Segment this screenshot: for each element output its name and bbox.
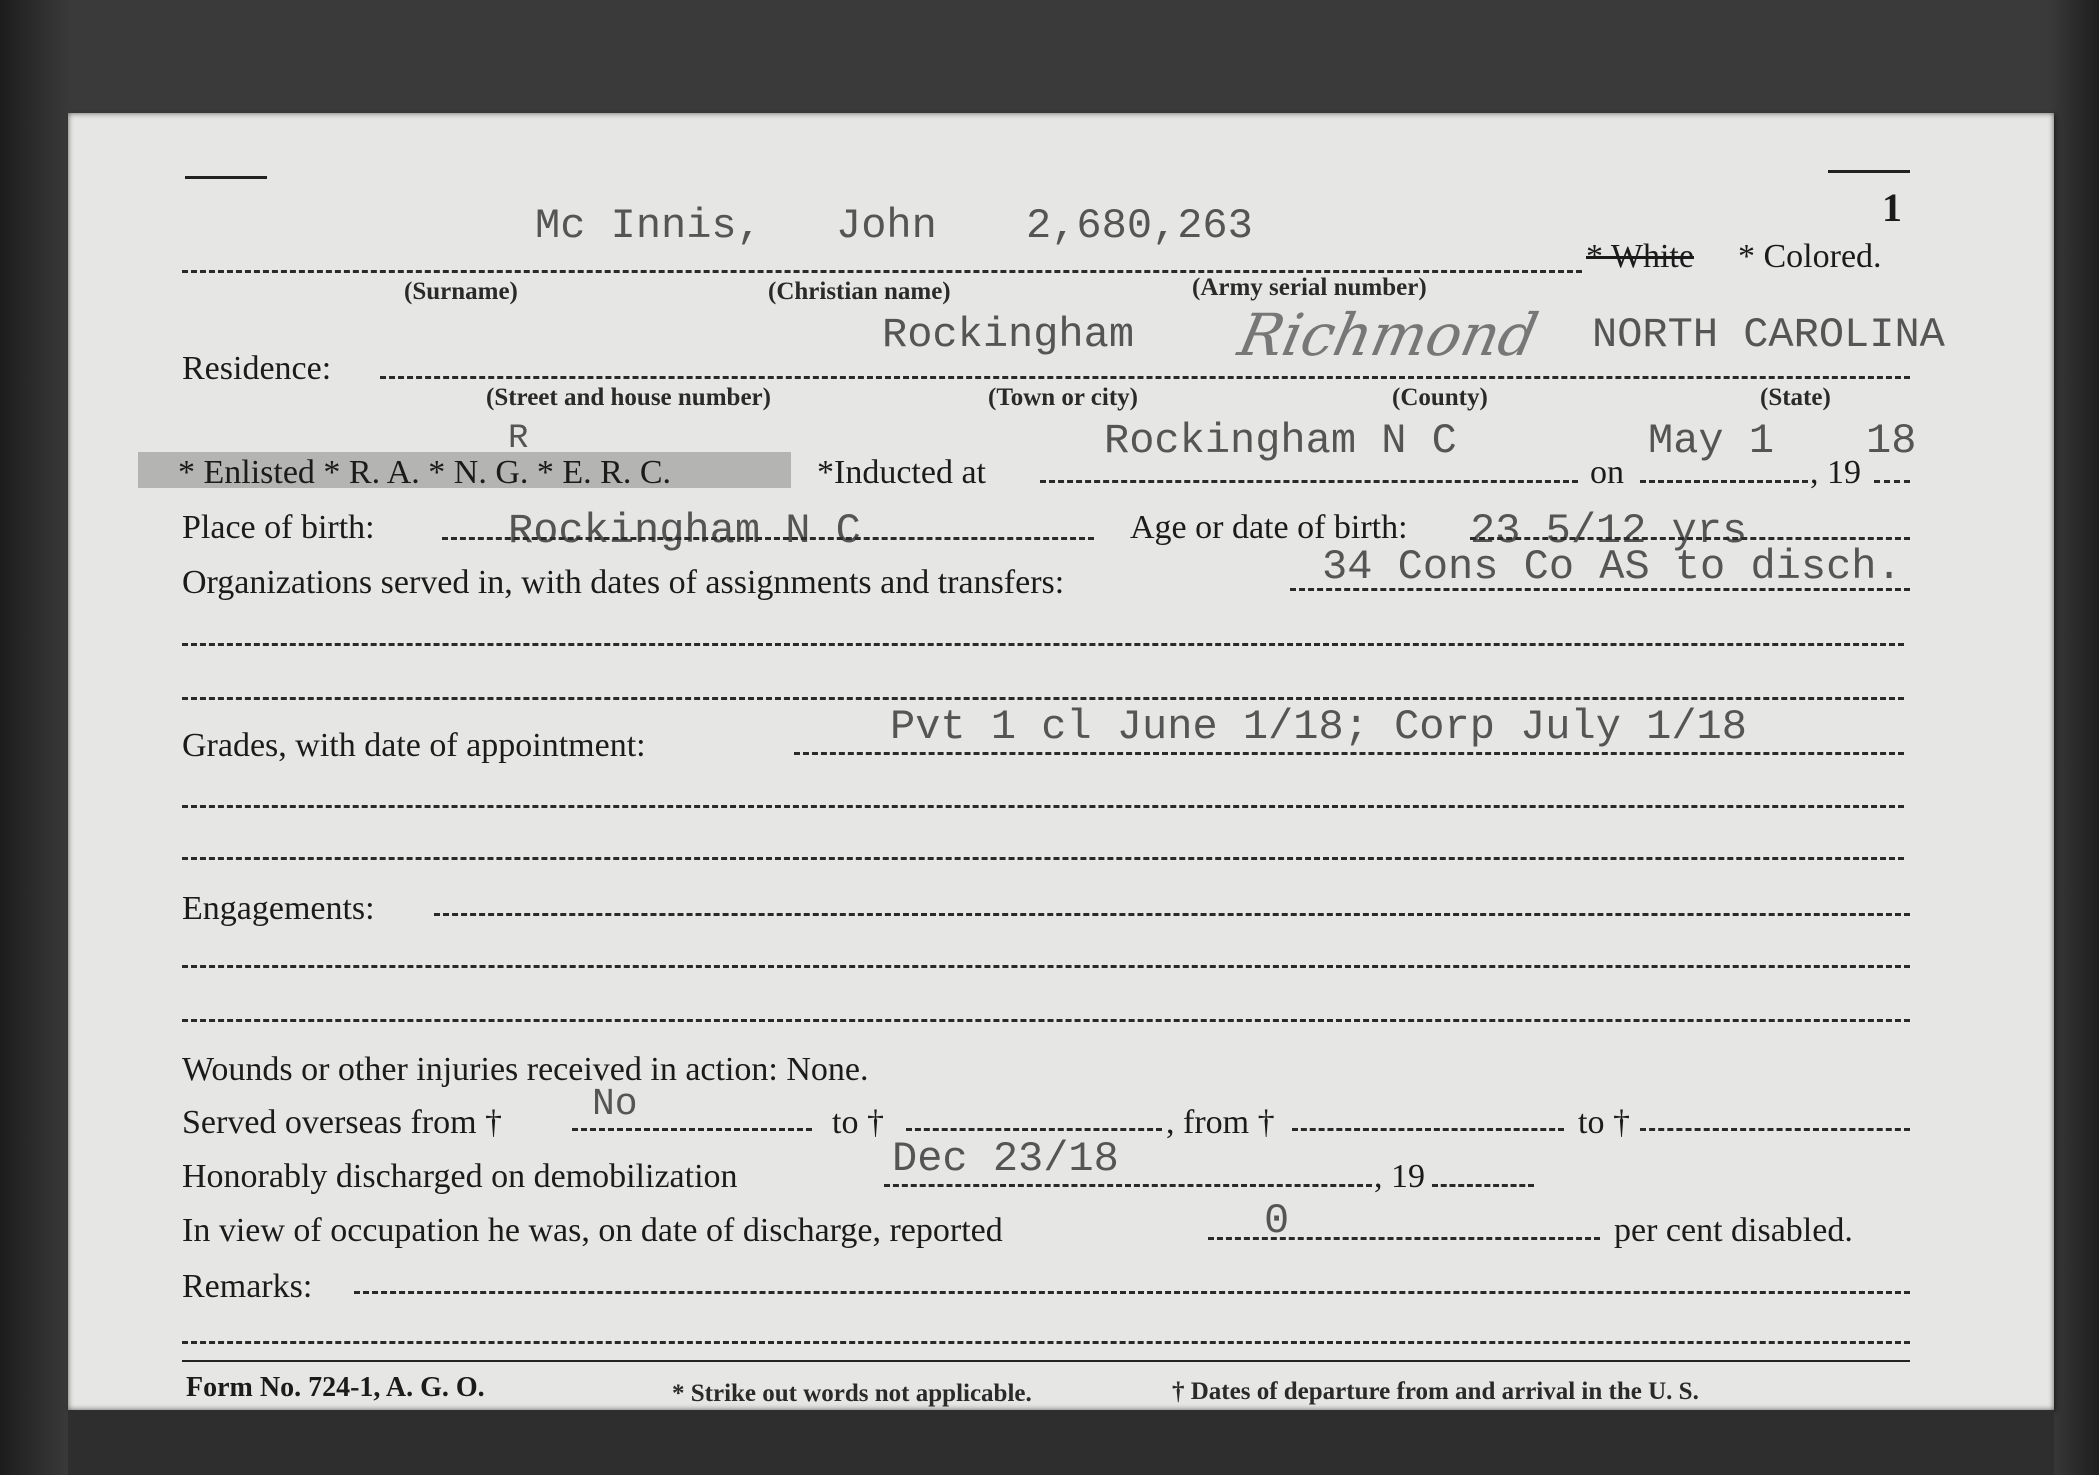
remarks-line-2 bbox=[182, 1341, 1910, 1344]
residence-state: NORTH CAROLINA bbox=[1592, 311, 1945, 359]
discharge-line bbox=[884, 1184, 1372, 1187]
place-of-birth-line bbox=[442, 537, 1094, 540]
organizations-line-1 bbox=[1290, 588, 1910, 591]
overseas-to-label-1: to † bbox=[832, 1104, 884, 1141]
organizations-line-3 bbox=[182, 697, 1904, 700]
caption-serial-number: (Army serial number) bbox=[1192, 274, 1427, 301]
caption-county: (County) bbox=[1392, 384, 1488, 411]
overseas-to-line-1 bbox=[906, 1128, 1162, 1131]
caption-street: (Street and house number) bbox=[486, 384, 771, 411]
caption-christian-name: (Christian name) bbox=[768, 278, 951, 305]
enlisted-options: * Enlisted * R. A. * N. G. * E. R. C. bbox=[178, 454, 672, 491]
organizations-value: 34 Cons Co AS to disch. bbox=[1322, 543, 1902, 591]
caption-town: (Town or city) bbox=[988, 384, 1138, 411]
induction-date: May 1 bbox=[1648, 417, 1775, 465]
top-right-rule bbox=[1828, 170, 1910, 173]
remarks-label: Remarks: bbox=[182, 1268, 313, 1305]
disability-suffix: per cent disabled. bbox=[1614, 1212, 1853, 1249]
grades-line-1 bbox=[794, 752, 1904, 755]
white-label: * White bbox=[1586, 238, 1694, 275]
grades-line-2 bbox=[182, 805, 1904, 808]
grades-value: Pvt 1 cl June 1/18; Corp July 1/18 bbox=[890, 703, 1747, 751]
remarks-line-1 bbox=[354, 1291, 1910, 1294]
grades-label: Grades, with date of appointment: bbox=[182, 727, 646, 764]
footer-note-strike-out: * Strike out words not applicable. bbox=[672, 1380, 1032, 1407]
overseas-to-line-2 bbox=[1640, 1128, 1910, 1131]
scan-background-left bbox=[0, 0, 70, 1475]
induction-year: 18 bbox=[1866, 417, 1917, 465]
overseas-from-label: , from † bbox=[1166, 1104, 1275, 1141]
induction-year-prefix: , 19 bbox=[1810, 454, 1861, 491]
place-of-birth-label: Place of birth: bbox=[182, 509, 375, 546]
overseas-from-line-2 bbox=[1292, 1128, 1564, 1131]
age-value: 23 5/12 yrs bbox=[1470, 507, 1748, 555]
inducted-at-value: Rockingham N C bbox=[1104, 417, 1457, 465]
residence-label: Residence: bbox=[182, 350, 332, 387]
card-number: 1 bbox=[1882, 185, 1902, 230]
organizations-label: Organizations served in, with dates of assignments and transfers: bbox=[182, 564, 1065, 601]
typed-surname: Mc Innis, bbox=[535, 202, 762, 250]
name-line bbox=[182, 270, 1582, 273]
engagements-line-1 bbox=[434, 913, 1910, 916]
inducted-line bbox=[1040, 480, 1578, 483]
disability-line bbox=[1208, 1237, 1600, 1240]
overseas-from-line bbox=[572, 1128, 812, 1131]
served-overseas-label: Served overseas from † bbox=[182, 1104, 503, 1141]
place-of-birth-value: Rockingham N C bbox=[508, 507, 861, 555]
form-number: Form No. 724-1, A. G. O. bbox=[186, 1372, 485, 1403]
discharge-year-line bbox=[1432, 1184, 1534, 1187]
discharge-label: Honorably discharged on demobilization bbox=[182, 1158, 738, 1195]
inducted-label: *Inducted at bbox=[817, 454, 986, 491]
served-overseas-value: No bbox=[592, 1083, 638, 1126]
caption-surname: (Surname) bbox=[404, 278, 518, 305]
wounds-label: Wounds or other injuries received in action: None. bbox=[182, 1051, 869, 1088]
typed-christian-name: John bbox=[836, 202, 937, 250]
typed-serial-number: 2,680,263 bbox=[1026, 202, 1253, 250]
discharge-year-prefix: , 19 bbox=[1374, 1158, 1425, 1195]
typed-r-mark: R bbox=[508, 420, 529, 458]
residence-line bbox=[380, 376, 1910, 379]
scan-background-bottom bbox=[68, 1410, 2054, 1475]
induction-year-line bbox=[1874, 480, 1910, 483]
overseas-to-label-2: to † bbox=[1578, 1104, 1630, 1141]
colored-label: * Colored. bbox=[1738, 238, 1882, 275]
engagements-label: Engagements: bbox=[182, 890, 375, 927]
scan-background-right bbox=[2049, 0, 2099, 1475]
residence-town: Rockingham bbox=[882, 311, 1135, 359]
disability-label: In view of occupation he was, on date of discharge, reported bbox=[182, 1212, 1003, 1249]
grades-line-3 bbox=[182, 857, 1904, 860]
top-left-rule bbox=[185, 176, 267, 179]
on-label: on bbox=[1590, 454, 1624, 491]
engagements-line-2 bbox=[182, 965, 1910, 968]
age-label: Age or date of birth: bbox=[1130, 509, 1408, 546]
footer-note-dates: † Dates of departure from and arrival in the U. S. bbox=[1172, 1378, 1699, 1405]
footer-rule bbox=[182, 1360, 1910, 1362]
engagements-line-3 bbox=[182, 1019, 1910, 1022]
discharge-date: Dec 23/18 bbox=[892, 1135, 1119, 1183]
organizations-line-2 bbox=[182, 643, 1904, 646]
residence-county-handwritten: Richmond bbox=[1232, 301, 1544, 369]
induction-date-line bbox=[1640, 480, 1808, 483]
age-line bbox=[1470, 537, 1910, 540]
disability-value: 0 bbox=[1264, 1197, 1290, 1245]
caption-state: (State) bbox=[1760, 384, 1831, 411]
